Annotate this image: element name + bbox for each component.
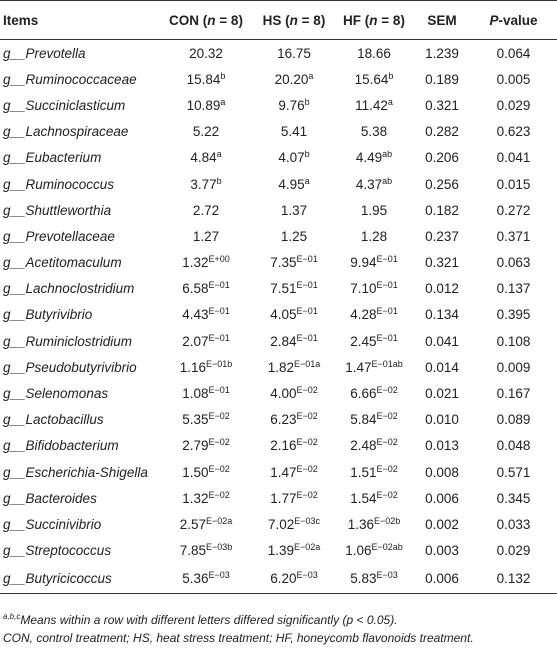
cell-p: 0.041	[496, 150, 531, 166]
cell-hf	[334, 223, 414, 249]
header-text: = 8)	[377, 12, 405, 28]
cell-hs	[254, 40, 334, 67]
cell-hs	[254, 328, 334, 354]
cell-value: 6.20	[270, 570, 297, 586]
table-header-row	[0, 1, 557, 40]
cell-item: g__Shuttleworthia	[3, 202, 112, 218]
cell-superscript: E−01	[208, 385, 230, 396]
header-text: Items	[3, 12, 39, 28]
cell-superscript: E−03	[208, 569, 230, 580]
cell-sem: 0.182	[425, 202, 459, 218]
cell-value: 4.05	[270, 307, 297, 323]
cell-value: 1.16	[179, 359, 206, 375]
header-text: CON (	[169, 12, 208, 28]
cell-hs	[254, 511, 334, 537]
cell-value: 7.02	[267, 516, 295, 532]
cell-hf	[334, 119, 414, 145]
cell-p: 0.033	[496, 516, 531, 532]
cell-value: 1.47	[345, 359, 372, 375]
footnote-significance: $^{a,b,c}$Means within a row with different letters differed significantly (p < 0.05).	[3, 612, 398, 627]
table-row	[0, 564, 557, 594]
cell-sem: 0.013	[425, 438, 459, 454]
cell-hs	[254, 459, 334, 485]
cell-hf	[334, 92, 414, 118]
cell-item: g__Succiniclasticum	[3, 97, 126, 113]
cell-hf	[334, 485, 414, 511]
header-text: n	[207, 12, 216, 28]
cell-superscript: a	[216, 149, 222, 160]
cell-value: 5.83	[350, 570, 377, 586]
cell-value: 1.36	[347, 516, 374, 532]
cell-value: 18.66	[357, 45, 391, 61]
cell-hs	[254, 250, 334, 276]
cell-hs	[254, 564, 334, 594]
cell-superscript: E−01	[208, 306, 230, 317]
cell-con	[158, 145, 254, 171]
cell-hf	[334, 250, 414, 276]
cell-hf	[334, 328, 414, 354]
cell-hs	[254, 223, 334, 249]
table-row	[0, 145, 557, 171]
cell-sem: 0.002	[425, 516, 459, 532]
cell-con	[158, 40, 254, 67]
table-row	[0, 485, 557, 511]
cell-value: 5.41	[280, 124, 308, 140]
table-row	[0, 380, 557, 406]
header-text: = 8)	[297, 12, 326, 28]
cell-p: 0.345	[496, 490, 531, 506]
table-row	[0, 92, 557, 118]
cell-value: 1.77	[270, 490, 297, 506]
cell-superscript: E−01	[376, 306, 398, 317]
cell-con	[158, 92, 254, 118]
cell-p: 0.371	[496, 228, 531, 244]
cell-p: 0.063	[496, 255, 531, 271]
cell-superscript: E−02	[376, 385, 398, 396]
table-row	[0, 407, 557, 433]
cell-superscript: E−03c	[294, 515, 321, 526]
cell-con	[158, 407, 254, 433]
header-text: -value	[498, 12, 538, 28]
cell-sem: 0.012	[425, 281, 459, 297]
cell-value: 9.94	[350, 255, 377, 271]
cell-superscript: E−01	[296, 280, 318, 291]
cell-sem: 0.021	[425, 386, 459, 402]
cell-p: 0.029	[496, 543, 531, 559]
cell-value: 1.25	[280, 228, 308, 244]
header-text: SEM	[427, 12, 457, 28]
cell-sem: 0.321	[425, 255, 459, 271]
cell-hf	[334, 302, 414, 328]
cell-item: g__Streptococcus	[3, 543, 112, 559]
cell-hf	[334, 433, 414, 459]
cell-hf	[334, 538, 414, 564]
cell-item: g__Butyricicoccus	[0, 564, 158, 594]
cell-item: g__Ruminococcaceae	[3, 71, 137, 87]
cell-value: 2.79	[182, 438, 209, 454]
cell-value: 6.23	[270, 412, 297, 428]
header-text: HF (	[343, 12, 370, 28]
cell-superscript: E−01	[296, 332, 318, 343]
cell-superscript: a	[387, 96, 393, 107]
table-row	[0, 433, 557, 459]
header-con	[158, 1, 254, 40]
cell-sem: 1.239	[425, 45, 459, 61]
cell-item: g__Escherichia-Shigella	[3, 464, 148, 480]
cell-value: 1.82	[267, 359, 294, 375]
cell-value: 4.37	[355, 176, 383, 192]
cell-superscript: E−02	[208, 437, 230, 448]
cell-item: g__Acetitomaculum	[3, 255, 122, 271]
cell-value: 4.28	[350, 307, 377, 323]
header-p-value	[470, 1, 557, 40]
cell-item: g__Pseudobutyrivibrio	[3, 359, 137, 375]
cell-item: g__Bacteroides	[3, 490, 97, 506]
cell-p: 0.167	[496, 386, 531, 402]
cell-superscript: E−02	[296, 489, 318, 500]
cell-value: 1.32	[182, 490, 209, 506]
cell-hf	[334, 276, 414, 302]
cell-p: 0.571	[496, 464, 531, 480]
cell-value: 4.95	[278, 176, 305, 192]
cell-item: g__Ruminiclostridium	[3, 333, 133, 349]
cell-superscript: b	[304, 96, 310, 107]
cell-con	[158, 538, 254, 564]
cell-item: g__Prevotella	[3, 45, 86, 61]
cell-value: 4.84	[190, 150, 217, 166]
cell-con	[158, 119, 254, 145]
cell-value: 2.45	[350, 333, 377, 349]
cell-value: 4.07	[278, 150, 305, 166]
cell-value: 2.72	[192, 202, 220, 218]
cell-p: 0.108	[496, 333, 531, 349]
cell-sem: 0.237	[425, 228, 459, 244]
cell-superscript: E−02ab	[371, 542, 403, 553]
table-row	[0, 328, 557, 354]
cell-superscript: E−02a	[294, 542, 321, 553]
cell-con	[158, 511, 254, 537]
cell-sem: 0.206	[425, 150, 459, 166]
table-row	[0, 197, 557, 223]
cell-con	[158, 223, 254, 249]
cell-item: g__Butyrivibrio	[3, 307, 93, 323]
cell-item: g__Succinivibrio	[3, 516, 102, 532]
cell-hs	[254, 145, 334, 171]
cell-value: 4.43	[182, 307, 209, 323]
cell-value: 5.84	[350, 412, 377, 428]
cell-superscript: E−02a	[206, 515, 233, 526]
cell-superscript: b	[388, 70, 394, 81]
cell-con	[158, 485, 254, 511]
cell-sem: 0.189	[425, 71, 459, 87]
cell-value: 1.39	[267, 543, 294, 559]
cell-sem: 0.006	[425, 490, 459, 506]
cell-superscript: a	[304, 175, 310, 186]
header-hf	[334, 1, 414, 40]
cell-con	[158, 354, 254, 380]
cell-value: 11.42	[355, 97, 388, 113]
table-body	[0, 40, 557, 594]
cell-superscript: ab	[382, 175, 393, 186]
cell-value: 20.20	[274, 71, 309, 87]
cell-value: 6.66	[350, 386, 377, 402]
cell-value: 3.77	[190, 176, 217, 192]
cell-value: 4.00	[270, 386, 297, 402]
cell-superscript: E−02	[208, 411, 230, 422]
cell-value: 1.50	[182, 464, 209, 480]
cell-superscript: E−02	[376, 463, 398, 474]
table-row	[0, 276, 557, 302]
cell-p: 0.089	[496, 412, 531, 428]
cell-superscript: E−01	[208, 280, 230, 291]
cell-superscript: E−02	[208, 489, 230, 500]
cell-sem: 0.006	[414, 564, 470, 594]
cell-superscript: E−02	[208, 463, 230, 474]
cell-con	[158, 276, 254, 302]
cell-value: 1.47	[270, 464, 297, 480]
cell-sem: 0.014	[425, 359, 459, 375]
cell-hf	[334, 66, 414, 92]
cell-p: 0.005	[496, 71, 531, 87]
cell-hf	[334, 459, 414, 485]
cell-value: 2.16	[270, 438, 297, 454]
cell-item: g__Lachnospiraceae	[3, 124, 129, 140]
cell-value: 1.54	[350, 490, 377, 506]
cell-hs	[254, 380, 334, 406]
cell-hs	[254, 92, 334, 118]
cell-value: 1.32	[182, 255, 209, 271]
cell-p: 0.137	[496, 281, 531, 297]
cell-value: 7.51	[270, 281, 297, 297]
cell-hf	[334, 145, 414, 171]
cell-superscript: E−03	[296, 569, 318, 580]
cell-hs	[254, 119, 334, 145]
cell-value: 1.08	[182, 386, 209, 402]
cell-value: 1.27	[192, 228, 220, 244]
cell-hs	[254, 302, 334, 328]
cell-hf	[334, 380, 414, 406]
cell-value: 5.36	[182, 570, 209, 586]
header-text: n	[289, 12, 298, 28]
cell-value: 2.57	[179, 516, 206, 532]
table-row	[0, 66, 557, 92]
cell-value: 9.76	[278, 97, 305, 113]
cell-con	[158, 328, 254, 354]
cell-hf	[334, 197, 414, 223]
cell-value: 1.95	[360, 202, 388, 218]
cell-superscript: E−01a	[294, 358, 321, 369]
cell-sem: 0.134	[425, 307, 459, 323]
cell-hf	[334, 354, 414, 380]
cell-superscript: E−01	[376, 254, 398, 265]
cell-value: 2.48	[350, 438, 377, 454]
cell-hs	[254, 433, 334, 459]
cell-value: 1.28	[360, 228, 388, 244]
cell-superscript: b	[216, 175, 222, 186]
cell-item: g__Lachnoclostridium	[3, 281, 135, 297]
cell-hs	[254, 538, 334, 564]
footnote-abbreviations: CON, control treatment; HS, heat stress treatment; HF, honeycomb flavonoids treatment.	[3, 631, 474, 645]
header-sem	[414, 1, 470, 40]
cell-p: 0.272	[496, 202, 531, 218]
cell-value: 5.35	[182, 412, 209, 428]
cell-sem: 0.321	[425, 97, 459, 113]
cell-con	[158, 302, 254, 328]
cell-superscript: E−02	[296, 437, 318, 448]
table-row	[0, 223, 557, 249]
cell-value: 7.85	[179, 543, 206, 559]
cell-con	[158, 564, 254, 594]
cell-superscript: E−02	[296, 411, 318, 422]
cell-superscript: E−02b	[374, 515, 401, 526]
table-row	[0, 459, 557, 485]
table-row	[0, 354, 557, 380]
cell-superscript: E−02	[376, 411, 398, 422]
cell-value: 16.75	[277, 45, 311, 61]
cell-con	[158, 459, 254, 485]
cell-hs	[254, 197, 334, 223]
cell-p: 0.048	[496, 438, 531, 454]
cell-superscript: E−02	[376, 437, 398, 448]
cell-superscript: E−02	[376, 489, 398, 500]
cell-superscript: E−01	[296, 254, 318, 265]
table-footnotes	[3, 611, 553, 647]
cell-hs	[254, 66, 334, 92]
cell-value: 20.32	[189, 45, 223, 61]
cell-value: 1.37	[280, 202, 308, 218]
cell-value: 6.58	[182, 281, 209, 297]
cell-item: g__Lactobacillus	[3, 412, 104, 428]
cell-item: g__Eubacterium	[3, 150, 102, 166]
cell-superscript: E−01	[208, 332, 230, 343]
cell-value: 5.38	[360, 124, 388, 140]
cell-hf	[334, 511, 414, 537]
table-row	[0, 511, 557, 537]
cell-p: 0.064	[496, 45, 531, 61]
cell-value: 2.07	[182, 333, 209, 349]
cell-superscript: ab	[382, 149, 393, 160]
cell-item: g__Prevotellaceae	[3, 228, 115, 244]
cell-value: 4.49	[355, 150, 383, 166]
cell-hf	[334, 40, 414, 67]
cell-con	[158, 171, 254, 197]
cell-con	[158, 380, 254, 406]
cell-p: 0.009	[496, 359, 531, 375]
cell-superscript: E−01ab	[371, 358, 403, 369]
cell-sem: 0.041	[425, 333, 459, 349]
cell-sem: 0.256	[425, 176, 459, 192]
cell-superscript: a	[308, 70, 314, 81]
table-row	[0, 538, 557, 564]
cell-item: g__Ruminococcus	[3, 176, 115, 192]
table-row	[0, 171, 557, 197]
cell-value: 7.10	[350, 281, 377, 297]
cell-hs	[254, 407, 334, 433]
cell-p: 0.623	[496, 124, 531, 140]
cell-superscript: E−01b	[206, 358, 233, 369]
cell-superscript: E−03	[376, 569, 398, 580]
cell-superscript: b	[220, 70, 226, 81]
cell-value: 15.64	[354, 71, 389, 87]
header-text: n	[369, 12, 378, 28]
cell-con	[158, 197, 254, 223]
header-items	[0, 1, 158, 40]
cell-hf	[334, 407, 414, 433]
cell-superscript: E−01	[376, 280, 398, 291]
cell-hs	[254, 354, 334, 380]
cell-value: 1.06	[345, 543, 372, 559]
cell-hs	[254, 171, 334, 197]
header-text: HS (	[262, 12, 290, 28]
cell-superscript: E−03b	[206, 542, 233, 553]
cell-hs	[254, 485, 334, 511]
cell-superscript: E+00	[208, 254, 230, 265]
cell-p: 0.029	[496, 97, 531, 113]
cell-value: 5.22	[192, 124, 220, 140]
cell-sem: 0.008	[425, 464, 459, 480]
cell-value: 7.35	[270, 255, 297, 271]
cell-superscript: E−02	[296, 463, 318, 474]
header-hs	[254, 1, 334, 40]
cell-superscript: b	[304, 149, 310, 160]
cell-item: g__Bifidobacterium	[3, 438, 119, 454]
cell-superscript: E−01	[376, 332, 398, 343]
cell-p: 0.395	[496, 307, 531, 323]
cell-hs	[254, 276, 334, 302]
cell-item: g__Selenomonas	[3, 386, 109, 402]
cell-superscript: a	[220, 96, 226, 107]
table-row	[0, 250, 557, 276]
cell-value: 10.89	[186, 97, 221, 113]
cell-value: 2.84	[270, 333, 297, 349]
cell-sem: 0.010	[425, 412, 459, 428]
table-row	[0, 302, 557, 328]
cell-value: 1.51	[350, 464, 377, 480]
cell-hf	[334, 171, 414, 197]
header-text: = 8)	[215, 12, 243, 28]
header-text: P	[489, 12, 499, 28]
cell-con	[158, 433, 254, 459]
table-row	[0, 119, 557, 145]
cell-superscript: E−01	[296, 306, 318, 317]
cell-value: 15.84	[186, 71, 221, 87]
cell-sem: 0.282	[425, 124, 459, 140]
cell-con	[158, 250, 254, 276]
cell-con	[158, 66, 254, 92]
cell-superscript: E−02	[296, 385, 318, 396]
cell-p: 0.132	[470, 564, 557, 594]
cell-sem: 0.003	[425, 543, 459, 559]
cell-p: 0.015	[496, 176, 531, 192]
cell-hf	[334, 564, 414, 594]
table-row	[0, 40, 557, 67]
